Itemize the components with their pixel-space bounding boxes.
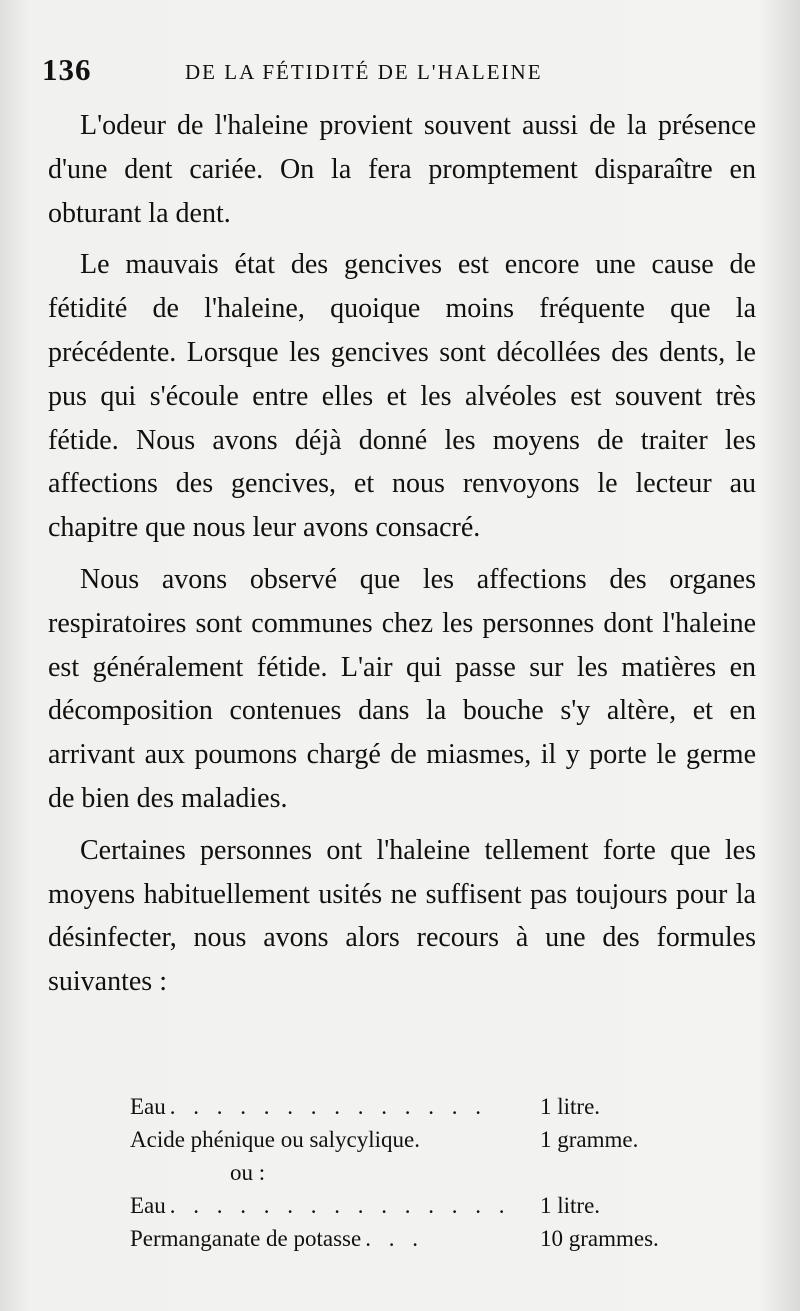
- paragraph: Certaines personnes ont l'haleine tellement forte que les moyens habituellement usités ne suffisent pas toujours pour la désinfecter, nous avons alors recours à une des formules suivantes :: [48, 834, 756, 998]
- ingredient-name: Acide phénique ou salycylique.: [130, 1127, 420, 1152]
- page-number: 136: [42, 52, 92, 87]
- formula-separator: ou :: [230, 1160, 266, 1185]
- running-title: DE LA FÉTIDITÉ DE L'HALEINE: [185, 60, 543, 84]
- ingredient-name: Permanganate de potasse: [130, 1226, 362, 1251]
- paragraph: Nous avons observé que les affections des organes respiratoires sont communes chez les personnes dont l'haleine est généralement fétide. L'air qui passe sur les matières en décomposition contenues dans la bouche s'y altère, et en arrivant aux poumons chargé de miasmes, il y porte le germe de bien des maladies.: [48, 563, 756, 814]
- formula-row: [130, 1189, 690, 1222]
- ingredient-name: Eau: [130, 1193, 166, 1218]
- ingredient-quantity: 1 litre.: [540, 1193, 601, 1218]
- formula-row: [130, 1123, 690, 1156]
- formula-row: [130, 1222, 690, 1255]
- dot-leader: . . . . . . . . . . . . . . .: [169, 1193, 511, 1218]
- ingredient-quantity: 10 grammes.: [540, 1226, 659, 1251]
- dot-leader: . . . . . . . . . . . . . .: [169, 1094, 488, 1119]
- dot-leader: . . .: [365, 1226, 424, 1251]
- ingredient-quantity: 1 gramme.: [540, 1127, 639, 1152]
- ingredient-quantity: 1 litre.: [540, 1094, 601, 1119]
- formula-row: [130, 1090, 690, 1123]
- paragraph: Le mauvais état des gencives est encore une cause de fétidité de l'haleine, quoique moins fréquente que la précédente. Lorsque les gencives sont décollées des dents, le pus qui s'écoule entre elles et les alvéoles est souvent très fétide. Nous avons déjà donné les moyens de traiter les affections des gencives, et nous renvoyons le lecteur au chapitre que nous leur avons consacré.: [48, 249, 756, 544]
- ingredient-name: Eau: [130, 1094, 166, 1119]
- paragraph: L'odeur de l'haleine provient souvent aussi de la présence d'une dent cariée. On la fera promptement disparaître en obturant la dent.: [48, 110, 756, 229]
- body-text: [48, 104, 756, 1012]
- page-header: [42, 52, 742, 92]
- formula-list: [130, 1090, 690, 1255]
